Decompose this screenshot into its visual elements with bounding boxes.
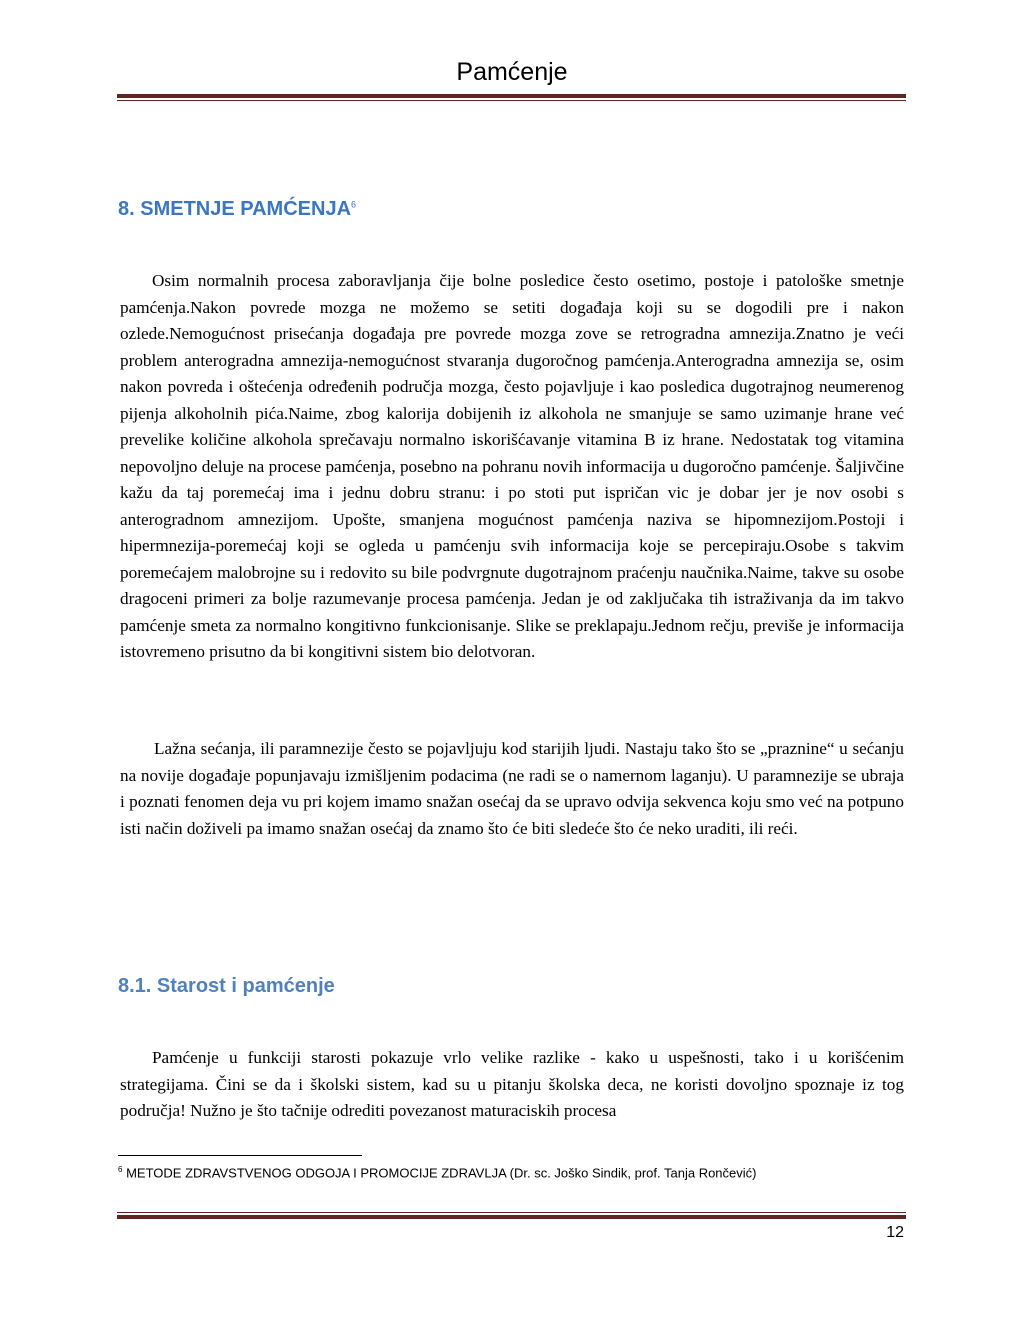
page-number: 12 [886,1224,904,1241]
footnote-ref[interactable]: 6 [351,199,357,210]
footer-rule [117,1212,906,1219]
section-heading-text: 8. SMETNJE PAMĆENJA [118,198,352,220]
subsection-heading: 8.1. Starost i pamćenje [118,975,335,997]
footnote-text: METODE ZDRAVSTVENOG ODGOJA I PROMOCIJE ZDRAVLJA (Dr. sc. Joško Sindik, prof. Tanja Rončević) [126,1165,757,1181]
paragraph: Osim normalnih procesa zaboravljanja čije bolne posledice često osetimo, postoje i patološke smetnje pamćenja.Nakon povrede mozga ne možemo se setiti događaja koji su se dogodili pre i nakon ozlede.Nemogućnost prisećanja događaja pre povrede mozga zove se retrogradna amnezija.Znatno je veći problem anterogradna amnezija-nemogućnost stvaranja dugoročnog pamćenja.Anterogradna amnezija se, osim nakon povreda i oštećenja određenih područja mozga, često pojavljuje i kao posledica dugotrajnog neumerenog pijenja alkoholnih pića.Naime, zbog kalorija dobijenih iz alkohola ne smanjuje se samo uzimanje hrane već prevelike količine alkohola sprečavaju normalno iskorišćavanje vitamina B iz hrane. Nedostatak tog vitamina nepovoljno deluje na procese pamćenja, posebno na pohranu novih informacija u dugoročno pamćenje. Šaljivčine kažu da taj poremećaj ima i jednu dobru stranu: i po stoti put ispričan vic je dobar jer je nov osobi s anterogradnom amnezijom. Upošte, smanjena mogućnost pamćenja naziva se hipomnezijom.Postoji i hipermnezija-poremećaj koji se ogleda u pamćenju svih informacija koje se percepiraju.Osobe s takvim poremećajem malobrojne su i redovito su bile podvrgnute dugotrajnom praćenju naučnika.Naime, takve su osobe dragoceni primeri za bolje razumevanje procesa pamćenja. Jedan je od zaključaka tih istraživanja da im takvo pamćenje smeta za normalno kongitivno funkcionisanje. Slike se preklapaju.Jednom rečju, previše je informacija istovremeno prisutno da bi kongitivni sistem bio delotvoran. [120,271,904,661]
header-rule [117,94,906,101]
paragraph: Lažna sećanja, ili paramnezije često se pojavljuju kod starijih ljudi. Nastaju tako što se „praznine“ u sećanju na novije događaje popunjavaju izmišljenim podacima (ne radi se o namernom laganju). U paramnezije se ubraja i poznati fenomen deja vu pri kojem imamo snažan osećaj da se upravo odvija sekvenca koju smo već na potpuno isti način doživeli pa imamo snažan osećaj da znamo što će biti sledeće što će neko uraditi, ili reći. [120,739,904,838]
paragraph: Pamćenje u funkciji starosti pokazuje vrlo velike razlike - kako u uspešnosti, tako i u korišćenim strategijama. Čini se da i školski sistem, kad su u pitanju školska deca, ne koristi dovoljno spoznaje iz tog područja! Nužno je što tačnije odrediti povezanost maturaciskih procesa [120,1048,904,1120]
section-heading [118,198,356,221]
running-header: Pamćenje [456,58,568,86]
footnote-number: 6 [118,1165,123,1174]
footnote [118,1165,908,1180]
footnote-separator [118,1155,362,1156]
